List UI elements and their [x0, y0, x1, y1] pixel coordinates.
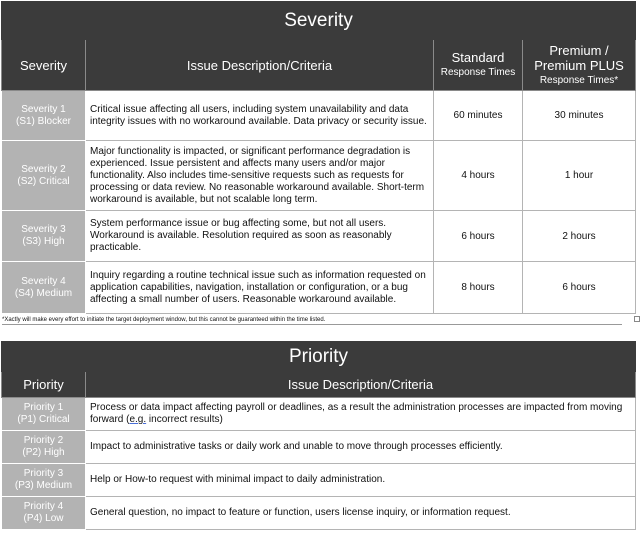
severity-description: Major functionality is impacted, or significant performance degradation is experienced. Issue persistent and affects many users and/or major functionality. Also includes time-sensitive requests such as requests for processing or data review. No reasonable workaround available. Short-term workaround is available, but not scalable long term.: [86, 141, 434, 211]
severity-title: Severity: [2, 2, 636, 40]
standard-response-time: 6 hours: [434, 211, 523, 262]
standard-response-time: 4 hours: [434, 141, 523, 211]
table-row: [2, 398, 636, 431]
resize-handle[interactable]: [634, 316, 640, 322]
premium-response-time: 30 minutes: [523, 91, 636, 141]
priority-label-line2: (P1) Critical: [17, 414, 70, 425]
premium-response-time: 1 hour: [523, 141, 636, 211]
standard-response-time: 60 minutes: [434, 91, 523, 141]
priority-label-line1: Priority 3: [23, 468, 64, 479]
severity-label-line1: Severity 3: [21, 224, 66, 235]
severity-description: Inquiry regarding a routine technical issue such as information requested on application capabilities, navigation, installation or configuration, or a bug affecting a small number of users. Reasonable workaround available.: [86, 262, 434, 314]
severity-label-line1: Severity 2: [21, 163, 66, 175]
priority-description-text-end: incorrect results): [146, 414, 223, 425]
premium-response-time: 6 hours: [523, 262, 636, 314]
priority-column-header: Priority: [2, 372, 86, 398]
priority-label: [2, 497, 86, 530]
premium-response-time: 2 hours: [523, 211, 636, 262]
premium-column-header: [523, 40, 636, 91]
priority-label-line2: (P3) Medium: [14, 480, 73, 491]
priority-label: [2, 398, 86, 431]
severity-label: [2, 262, 86, 314]
eg-link[interactable]: e.g.: [129, 414, 147, 425]
priority-description-text: Process or data impact affecting payroll or deadlines, as a result the administration processes are impacted from moving forward (: [90, 402, 623, 425]
priority-label-line2: (P4) Low: [23, 513, 64, 524]
priority-label-line1: Priority 4: [23, 501, 64, 512]
standard-header-main: Standard: [451, 50, 505, 65]
priority-label-line1: Priority 1: [23, 402, 64, 413]
premium-header-line1: Premium /: [549, 42, 609, 58]
priority-table: [1, 341, 636, 530]
severity-footnote: *Xactly will make every effort to initiate the target deployment window, but this cannot be guaranteed within the time listed.: [2, 317, 622, 325]
priority-description: General question, no impact to feature or function, users license inquiry, or information request.: [86, 497, 636, 530]
priority-label: [2, 464, 86, 497]
standard-column-header: [434, 40, 523, 91]
priority-description-column-header: Issue Description/Criteria: [86, 372, 636, 398]
table-row: [2, 141, 636, 211]
premium-header-sub: Response Times*: [539, 74, 619, 86]
severity-column-header: Severity: [2, 40, 86, 91]
priority-title: Priority: [2, 342, 636, 372]
description-column-header: Issue Description/Criteria: [86, 40, 434, 91]
table-row: [2, 464, 636, 497]
priority-description: Impact to administrative tasks or daily work and unable to move through processes efficiently.: [86, 431, 636, 464]
severity-label-line1: Severity 1: [21, 103, 66, 115]
priority-description: [86, 398, 636, 431]
standard-header-sub: Response Times: [440, 67, 516, 78]
severity-label-line2: (S2) Critical: [17, 175, 70, 187]
table-row: [2, 497, 636, 530]
premium-header-line2: Premium PLUS: [534, 57, 624, 73]
priority-label-line2: (P2) High: [22, 447, 65, 458]
table-row: [2, 91, 636, 141]
severity-table: [1, 1, 636, 314]
table-row: [2, 211, 636, 262]
priority-label: [2, 431, 86, 464]
severity-label-line2: (S4) Medium: [14, 287, 73, 299]
severity-description: System performance issue or bug affecting some, but not all users. Workaround is available. Resolution required as soon as reasonably practicable.: [86, 211, 434, 262]
priority-description: Help or How-to request with minimal impact to daily administration.: [86, 464, 636, 497]
standard-response-time: 8 hours: [434, 262, 523, 314]
severity-label: [2, 141, 86, 211]
severity-label-line2: (S1) Blocker: [15, 115, 71, 127]
severity-label-line1: Severity 4: [21, 275, 66, 287]
priority-label-line1: Priority 2: [23, 435, 64, 446]
severity-label: [2, 91, 86, 141]
severity-label: [2, 211, 86, 262]
table-row: [2, 262, 636, 314]
severity-label-line2: (S3) High: [22, 236, 65, 247]
severity-description: Critical issue affecting all users, including system unavailability and data integrity issues with no workaround available. Data privacy or security issue.: [86, 91, 434, 141]
table-row: [2, 431, 636, 464]
